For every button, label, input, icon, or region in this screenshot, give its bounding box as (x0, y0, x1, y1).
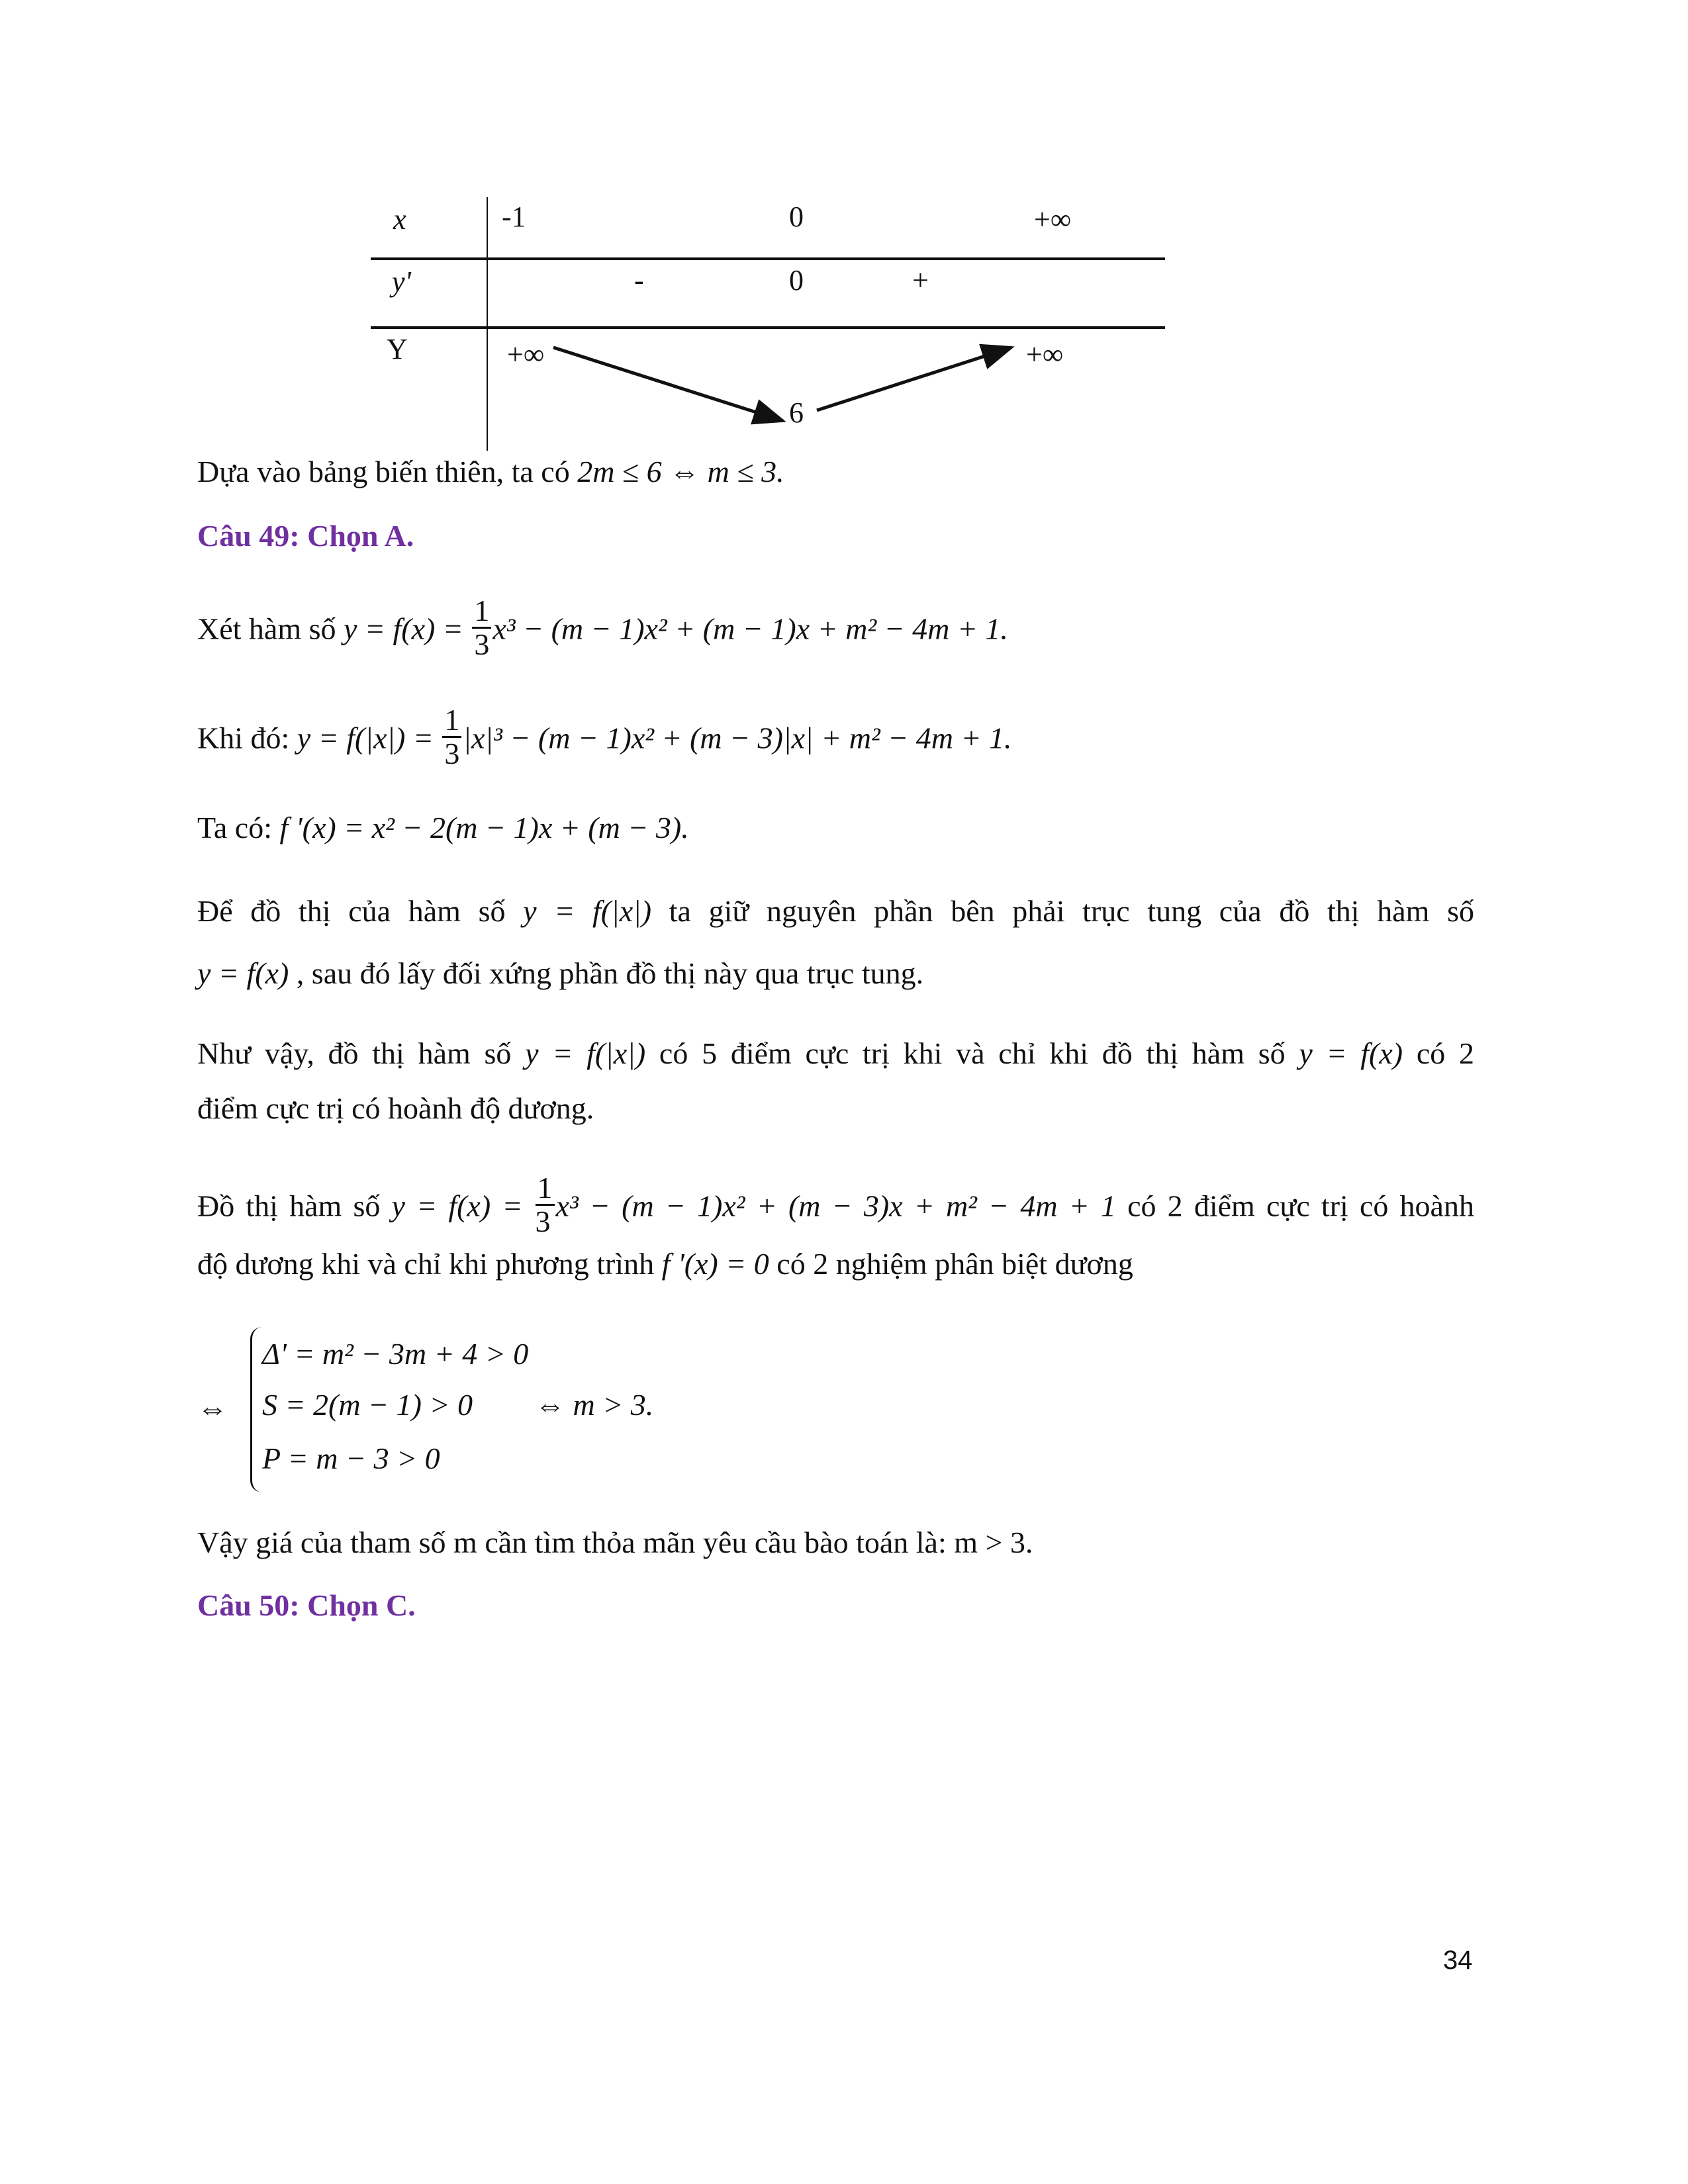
text: Khi đó: (197, 721, 297, 755)
row-label-yprime: y' (392, 265, 411, 298)
x-value: -1 (502, 201, 526, 233)
math: |x|³ − (m − 1)x² + (m − 3)|x| + m² − 4m + 1. (463, 721, 1012, 755)
yprime-value: - (634, 264, 644, 296)
final-answer: Vậy giá của tham số m cần tìm thỏa mãn yêu cầu bào toán là: m > 3. (197, 1525, 1033, 1559)
math: x³ − (m − 1)x² + (m − 1)x + m² − 4m + 1. (492, 612, 1008, 646)
fraction (472, 595, 491, 661)
decreasing-arrow (553, 347, 783, 421)
math: f '(x) = 0 (661, 1247, 769, 1281)
paragraph-2-line-2: điểm cực trị có hoành độ dương. (197, 1091, 594, 1125)
increasing-arrow (817, 347, 1011, 410)
text: Để đồ thị của hàm số (197, 894, 524, 928)
system-result: ⇔ m > 3. (535, 1388, 654, 1422)
numerator: 1 (442, 704, 461, 738)
numerator: 1 (472, 595, 491, 629)
denominator: 3 (444, 737, 460, 771)
equivalence-symbol: ⇔ (197, 1391, 228, 1425)
text: có 2 điểm cực trị có hoành (1115, 1189, 1474, 1223)
paragraph-3-line-1 (197, 1171, 1474, 1242)
paragraph-1-line-2 (197, 958, 923, 989)
row-label-x: x (393, 203, 406, 236)
text: ta giữ nguyên phần bên phải trục tung của đồ thị hàm số (651, 894, 1474, 928)
Y-value: +∞ (507, 338, 545, 371)
math: y = f(x) = (344, 612, 471, 646)
numerator: 1 (536, 1172, 555, 1206)
Y-value: 6 (789, 396, 804, 429)
condition-product: P = m − 3 > 0 (262, 1441, 440, 1475)
derivative-line (197, 813, 689, 843)
text: độ dương khi và chỉ khi phương trình (197, 1247, 662, 1281)
x-value: 0 (789, 201, 804, 233)
Y-value: +∞ (1026, 338, 1064, 371)
fraction (442, 704, 461, 770)
condition-sum: S = 2(m − 1) > 0 (262, 1388, 473, 1422)
text: Đồ thị hàm số (197, 1189, 392, 1223)
yprime-value: 0 (789, 264, 804, 296)
function-definition (197, 594, 1008, 665)
page-number: 34 (1443, 1946, 1473, 1975)
question-50-heading: Câu 50: Chọn C. (197, 1588, 416, 1622)
row-label-Y: Y (387, 333, 408, 365)
math: x³ − (m − 1)x² + (m − 3)x + m² − 4m + 1 (555, 1189, 1116, 1223)
text: Như vậy, đồ thị hàm số (197, 1036, 526, 1070)
text: , sau đó lấy đối xứng phần đồ thị này qua trục tung. (289, 956, 924, 990)
math: y = f(x) (197, 956, 289, 990)
conclusion-line (197, 457, 784, 487)
variation-arrows (0, 0, 1688, 529)
x-value: +∞ (1034, 203, 1072, 236)
paragraph-2-line-1 (197, 1038, 1474, 1069)
condition-delta: Δ' = m² − 3m + 4 > 0 (262, 1337, 529, 1371)
math: y = f(x) (1299, 1036, 1403, 1070)
text: có 5 điểm cực trị khi và chỉ khi đồ thị hàm số (645, 1036, 1299, 1070)
math: y = f(|x|) = (297, 721, 442, 755)
text: có 2 nghiệm phân biệt dương (769, 1247, 1133, 1281)
math: y = f(x) = (391, 1189, 534, 1223)
abs-function (197, 703, 1012, 774)
denominator: 3 (535, 1205, 551, 1239)
text: Ta có: (197, 811, 280, 844)
fraction (536, 1172, 555, 1238)
question-49-heading: Câu 49: Chọn A. (197, 519, 414, 553)
math: y = f(|x|) (523, 894, 652, 928)
math: 2m ≤ 6 ⇔ m ≤ 3. (577, 455, 784, 488)
yprime-value: + (912, 264, 929, 296)
paragraph-3-line-2 (197, 1249, 1133, 1279)
denominator: 3 (474, 627, 490, 662)
paragraph-1-line-1 (197, 896, 1474, 927)
text: Xét hàm số (197, 612, 344, 646)
math: y = f(|x|) (525, 1036, 646, 1070)
math: f '(x) = x² − 2(m − 1)x + (m − 3). (279, 811, 689, 844)
text: Dựa vào bảng biến thiên, ta có (197, 455, 578, 488)
text: có 2 (1403, 1036, 1474, 1070)
